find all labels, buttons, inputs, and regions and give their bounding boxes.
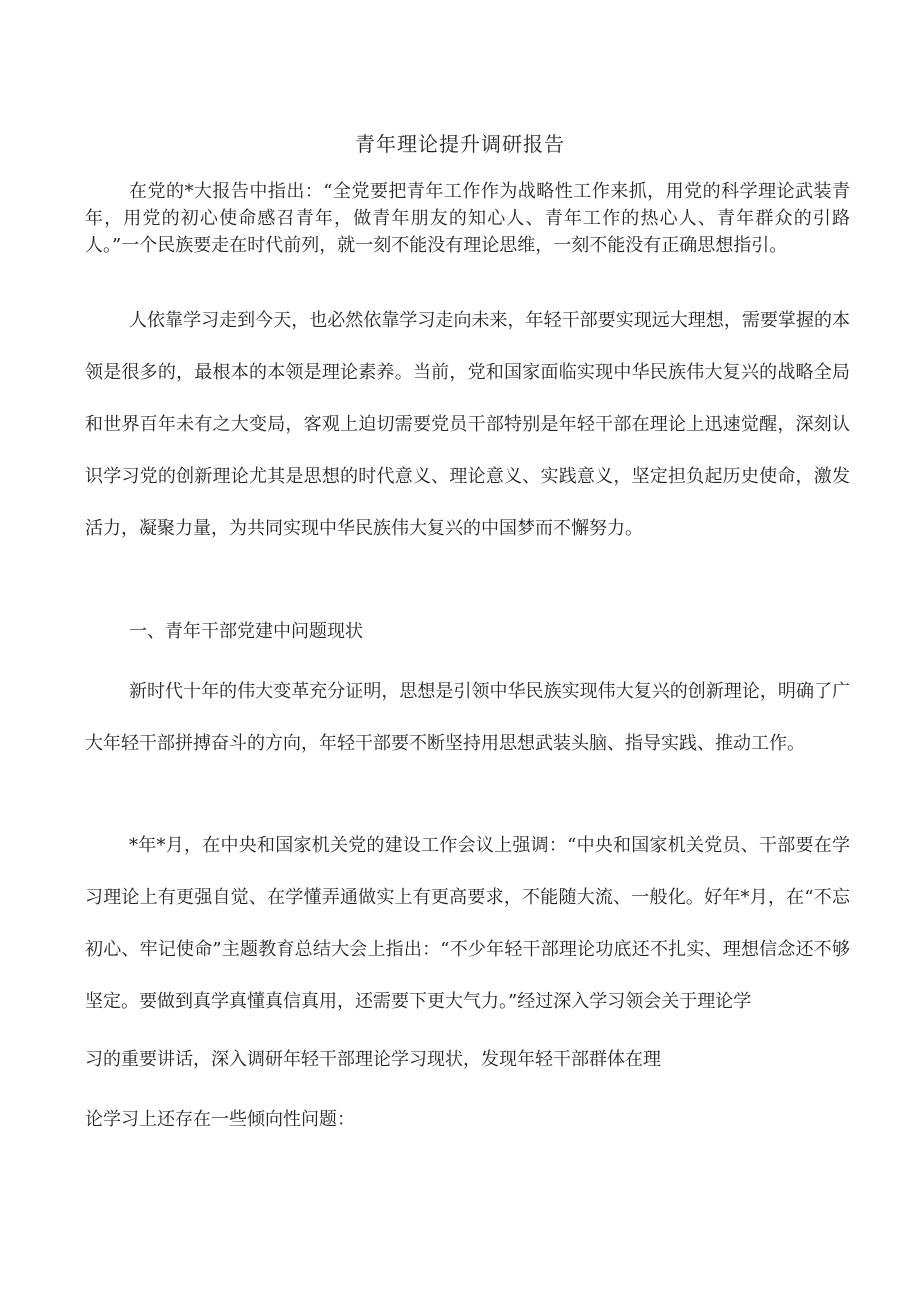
trailing-line-2: 论学习上还存在一些倾向性问题： (85, 1109, 355, 1130)
paragraph-intro: 在党的*大报告中指出：“全党要把青年工作作为战略性工作来抓，用党的科学理论武装青年，用党的初心使命感召青年，做青年朋友的知心人、青年工作的热心人、青年群众的引路人。”一个民族要走在时代前列，就一刻不能没有理论思维，一刻不能没有正确思想指引。 (85, 181, 850, 256)
paragraph-new-era: 新时代十年的伟大变革充分证明，思想是引领中华民族实现伟大复兴的创新理论，明确了广大年轻干部拼搏奋斗的方向，年轻干部要不断坚持用思想武装头脑、指导实践、推动工作。 (85, 681, 850, 754)
paragraph-meeting: *年*月，在中央和国家机关党的建设工作会议上强调：“中央和国家机关党员、干部要在学习理论上有更强自觉、在学懂弄通做实上有更高要求，不能随大流、一般化。好年*月，在“不忘初心、牢记使命”主题教育总结大会上指出：“不少年轻干部理论功底还不扎实、理想信念还不够坚定。要做到真学真懂真信真用，还需要下更大气力。”经过深入学习领会关于理论学 (85, 835, 850, 1012)
section-heading: 一、青年干部党建中问题现状 (129, 621, 363, 642)
trailing-line-1: 习的重要讲话，深入调研年轻干部理论学习现状，发现年轻干部群体在理 (85, 1049, 661, 1070)
paragraph-learning: 人依靠学习走到今天，也必然依靠学习走向未来，年轻干部要实现远大理想，需要掌握的本领是很多的，最根本的本领是理论素养。当前，党和国家面临实现中华民族伟大复兴的战略全局和世界百年未有之大变局，客观上迫切需要党员干部特别是年轻干部在理论上迅速觉醒，深刻认识学习党的创新理论尤其是思想的时代意义、理论意义、实践意义，坚定担负起历史使命，激发活力，凝聚力量，为共同实现中华民族伟大复兴的中国梦而不懈努力。 (85, 310, 850, 539)
document-title: 青年理论提升调研报告 (355, 132, 565, 156)
